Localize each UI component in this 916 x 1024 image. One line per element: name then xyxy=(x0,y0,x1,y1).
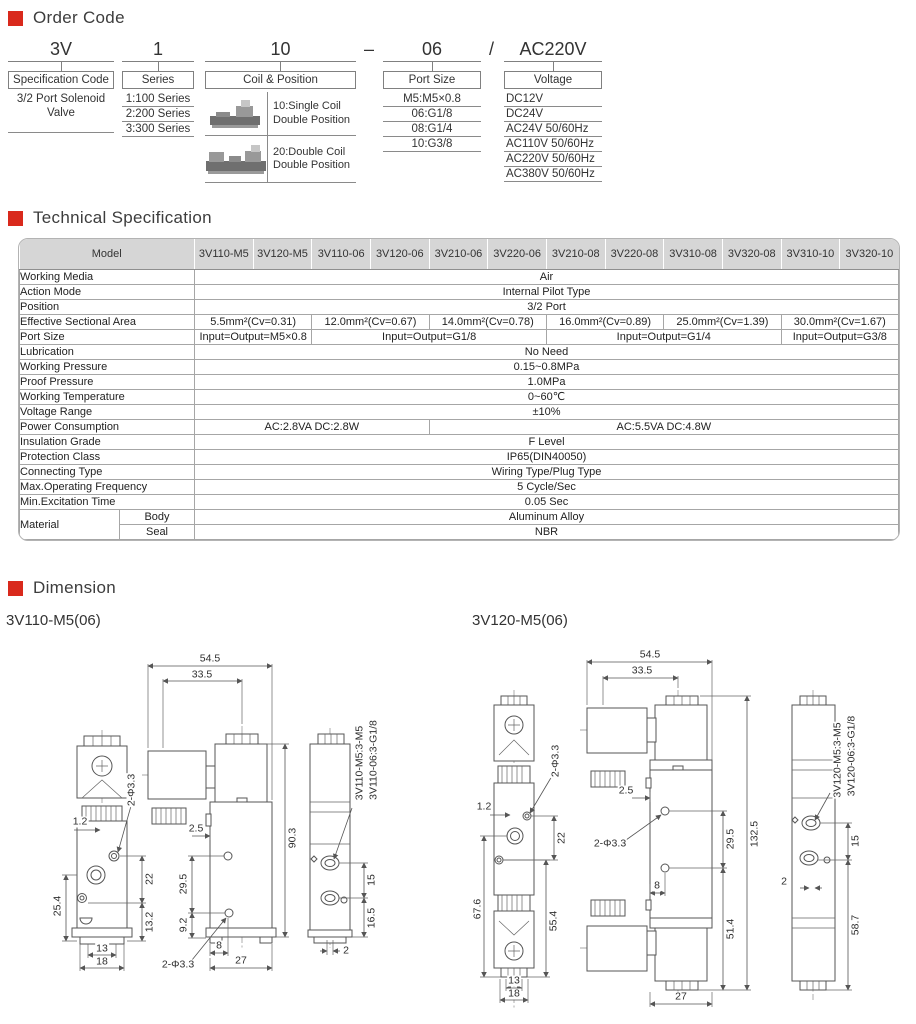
spec-table-header-row xyxy=(20,239,899,270)
dimension-label: 2 xyxy=(343,944,349,957)
dimension-label: 27 xyxy=(235,954,247,967)
drawing1 xyxy=(30,648,470,1024)
dimension-label: 58.7 xyxy=(849,914,862,936)
col-header-model-name: 3V220-06 xyxy=(488,239,547,270)
voltage-option: AC220V 50/60Hz xyxy=(504,152,602,167)
col-header-model-name: 3V110-06 xyxy=(312,239,371,270)
dimension-label: 67.6 xyxy=(471,898,484,920)
order-code-col-port xyxy=(383,38,481,152)
tick xyxy=(280,62,281,71)
voltage-option: DC12V xyxy=(504,92,602,107)
order-code-col-spec xyxy=(8,38,114,133)
order-code-title: Order Code xyxy=(33,8,125,27)
series-option: 3:300 Series xyxy=(122,122,194,137)
col-header-model-name: 3V220-08 xyxy=(605,239,664,270)
order-code-col-voltage xyxy=(504,38,602,182)
drawing2-title: 3V120-M5(06) xyxy=(472,612,568,629)
voltage-option: DC24V xyxy=(504,107,602,122)
dimension-label: 29.5 xyxy=(177,873,190,895)
dimension-label: 132.5 xyxy=(748,820,761,848)
code-spec: 3V xyxy=(8,38,114,62)
dimension-label: 2 xyxy=(781,875,787,888)
code-series: 1 xyxy=(122,38,194,62)
coil-option-single xyxy=(205,92,356,136)
code-port: 06 xyxy=(383,38,481,62)
dimension-label: 13.2 xyxy=(143,911,156,933)
dimension-label: 55.4 xyxy=(547,910,560,932)
dimension-label: 33.5 xyxy=(191,668,213,681)
order-code-col-coil xyxy=(205,38,356,183)
table-row: Min.Excitation Time 0.05 Sec xyxy=(20,495,899,510)
dimension-header xyxy=(8,578,116,598)
col-header-model-name: 3V210-06 xyxy=(429,239,488,270)
coil-options xyxy=(205,92,356,183)
dimension-label: 54.5 xyxy=(639,648,661,661)
table-row: Voltage Range ±10% xyxy=(20,405,899,420)
port-option: 08:G1/4 xyxy=(383,122,481,137)
col-header-model-name: 3V110-M5 xyxy=(195,239,254,270)
dimension-label: 22 xyxy=(143,873,156,885)
series-options-list xyxy=(122,92,194,137)
single-coil-valve-photo xyxy=(205,99,267,129)
drawing1-title: 3V110-M5(06) xyxy=(6,612,101,629)
voltage-option: AC110V 50/60Hz xyxy=(504,137,602,152)
spec-label-box: Specification Code xyxy=(8,71,114,89)
tick xyxy=(158,62,159,71)
col-header-model-name: 3V210-08 xyxy=(546,239,605,270)
spec-table xyxy=(19,239,899,540)
coil-option-single-text: 10:Single Coil Double Position xyxy=(267,92,356,135)
table-row: Power Consumption AC:2.8VA DC:2.8W AC:5.5VA DC:4.8W xyxy=(20,420,899,435)
series-label-box: Series xyxy=(122,71,194,89)
dimension-label: 29.5 xyxy=(724,828,737,850)
code-dash: – xyxy=(364,39,375,59)
dimension-label: 1.2 xyxy=(476,800,492,813)
dimension-label: 90.3 xyxy=(286,827,299,849)
dimension-label: 16.5 xyxy=(365,907,378,929)
dimension-label: 18 xyxy=(96,955,108,968)
section-marker-icon xyxy=(8,211,23,226)
dimension-label: 2.5 xyxy=(188,822,204,835)
code-slash: / xyxy=(489,39,495,59)
table-row: Position 3/2 Port xyxy=(20,300,899,315)
drawing2 xyxy=(470,648,916,1024)
dimension-label: 13 xyxy=(96,942,108,955)
dimension-label: 51.4 xyxy=(724,918,737,940)
dimension-label: 8 xyxy=(654,879,660,892)
section-marker-icon xyxy=(8,11,23,26)
series-option: 2:200 Series xyxy=(122,107,194,122)
series-option: 1:100 Series xyxy=(122,92,194,107)
double-coil-valve-image xyxy=(205,143,267,175)
dimension-label: 8 xyxy=(216,939,222,952)
dimension-title: Dimension xyxy=(33,578,117,597)
voltage-options-list xyxy=(504,92,602,182)
tick xyxy=(432,62,433,71)
dimension-label: 33.5 xyxy=(631,664,653,677)
tech-spec-header xyxy=(8,208,212,228)
table-row: Port Size Input=Output=M5×0.8 Input=Output=G1/8 Input=Output=G1/4 Input=Output=G3/8 xyxy=(20,330,899,345)
port-label-box: Port Size xyxy=(383,71,481,89)
dimension-label: 13 xyxy=(508,974,520,987)
table-row: Proof Pressure 1.0MPa xyxy=(20,375,899,390)
col-header-model-name: 3V120-M5 xyxy=(253,239,312,270)
port-option: M5:M5×0.8 xyxy=(383,92,481,107)
col-header-model-name: 3V320-10 xyxy=(840,239,899,270)
single-coil-valve-image xyxy=(208,99,264,129)
table-row: Working Pressure 0.15~0.8MPa xyxy=(20,360,899,375)
dimension-label: 1.2 xyxy=(72,815,88,828)
dimension-label: 18 xyxy=(508,987,520,1000)
dimension-label: 3V110-06:3-G1/8 xyxy=(367,720,380,800)
dimension-label: 15 xyxy=(849,835,862,847)
drawing1-svg xyxy=(30,648,470,1024)
col-header-model-name: 3V120-06 xyxy=(370,239,429,270)
dimension-label: 54.5 xyxy=(199,652,221,665)
dimension-label: 3V120-M5:3-M5 xyxy=(831,722,844,798)
col-header-model-name: 3V320-08 xyxy=(722,239,781,270)
dimension-label: 22 xyxy=(555,832,568,844)
spec-table-wrapper xyxy=(18,238,900,541)
table-row: Lubrication No Need xyxy=(20,345,899,360)
coil-option-double-text: 20:Double Coil Double Position xyxy=(267,136,356,182)
dimension-label: 27 xyxy=(675,990,687,1003)
table-row: Effective Sectional Area 5.5mm²(Cv=0.31) 12.0mm²(Cv=0.67) 14.0mm²(Cv=0.78) 16.0mm²(Cv=0.89) 25.0mm²(Cv=1.39) 30.0mm²(Cv=1.67) xyxy=(20,315,899,330)
table-row: Max.Operating Frequency 5 Cycle/Sec xyxy=(20,480,899,495)
port-options-list xyxy=(383,92,481,152)
tech-spec-title: Technical Specification xyxy=(33,208,212,227)
tick xyxy=(553,62,554,71)
table-row: Seal NBR xyxy=(20,525,899,540)
table-row: Action Mode Internal Pilot Type xyxy=(20,285,899,300)
dimension-label: 2.5 xyxy=(618,784,634,797)
voltage-label-box: Voltage xyxy=(504,71,602,89)
voltage-option: AC24V 50/60Hz xyxy=(504,122,602,137)
port-option: 06:G1/8 xyxy=(383,107,481,122)
dimension-label: 9.2 xyxy=(177,917,190,933)
dimension-label: 3V110-M5:3-M5 xyxy=(353,725,366,801)
table-row: Insulation Grade F Level xyxy=(20,435,899,450)
table-row: Material Body Aluminum Alloy xyxy=(20,510,899,525)
dimension-label: 2-Φ3.3 xyxy=(161,958,195,971)
dimension-label: 3V120-06:3-G1/8 xyxy=(845,715,858,797)
dimension-label: 25.4 xyxy=(51,895,64,917)
col-header-model-name: 3V310-08 xyxy=(664,239,723,270)
voltage-option: AC380V 50/60Hz xyxy=(504,167,602,182)
dimension-label: 15 xyxy=(365,874,378,886)
col-header-model: Model xyxy=(20,239,195,270)
table-row: Protection Class IP65(DIN40050) xyxy=(20,450,899,465)
dimension-label: 2-Φ3.3 xyxy=(125,773,138,807)
order-code-header xyxy=(8,8,125,28)
table-row: Connecting Type Wiring Type/Plug Type xyxy=(20,465,899,480)
code-voltage: AC220V xyxy=(504,38,602,62)
code-coil: 10 xyxy=(205,38,356,62)
double-coil-valve-photo xyxy=(205,143,267,175)
dimension-label: 2-Φ3.3 xyxy=(549,744,562,778)
col-header-model-name: 3V310-10 xyxy=(781,239,840,270)
dimension-label: 2-Φ3.3 xyxy=(593,837,627,850)
table-row: Working Media Air xyxy=(20,270,899,285)
table-row: Working Temperature 0~60℃ xyxy=(20,390,899,405)
section-marker-icon xyxy=(8,581,23,596)
coil-option-double xyxy=(205,136,356,183)
port-option: 10:G3/8 xyxy=(383,137,481,152)
tick xyxy=(61,62,62,71)
spec-description: 3/2 Port Solenoid Valve xyxy=(8,92,114,133)
order-code-col-series xyxy=(122,38,194,137)
coil-label-box: Coil & Position xyxy=(205,71,356,89)
